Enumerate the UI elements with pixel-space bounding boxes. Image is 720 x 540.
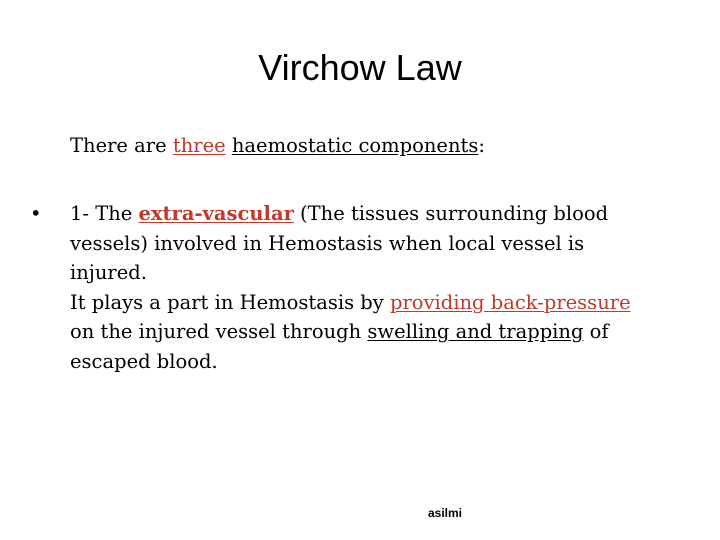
bullet-line-5-suffix: of	[583, 320, 609, 343]
bullet-line-1	[70, 199, 710, 229]
bullet-line-2: vessels) involved in Hemostasis when local vessel is	[70, 231, 585, 255]
extra-vascular-term: extra-vascular	[138, 202, 294, 225]
bullet-line-4	[70, 288, 710, 318]
bullet-line-1-prefix: 1- The	[70, 202, 139, 225]
bullet-item	[30, 199, 710, 376]
swelling-trapping-highlight: swelling and trapping	[367, 320, 584, 343]
bullet-line-1-suffix: (The tissues surrounding blood	[293, 202, 609, 225]
intro-three: three	[172, 134, 226, 157]
bullet-line-5-prefix: on the injured vessel through	[70, 320, 368, 343]
bullet-line-3: injured.	[70, 261, 147, 284]
bullet-line-4-prefix: It plays a part in Hemostasis by	[70, 290, 390, 314]
slide-title: Virchow Law	[258, 47, 462, 88]
bullet-text	[70, 199, 710, 376]
intro-prefix: There are	[70, 134, 173, 157]
footer-author: asilmi	[427, 506, 463, 520]
bullet-line-5	[70, 317, 710, 347]
intro-line	[70, 131, 485, 161]
bullet-mark: •	[30, 202, 42, 225]
bullet-line-6: escaped blood.	[70, 349, 218, 373]
intro-suffix: :	[478, 134, 485, 157]
back-pressure-highlight: providing back-pressure	[389, 290, 631, 314]
intro-components: haemostatic components	[231, 134, 479, 157]
